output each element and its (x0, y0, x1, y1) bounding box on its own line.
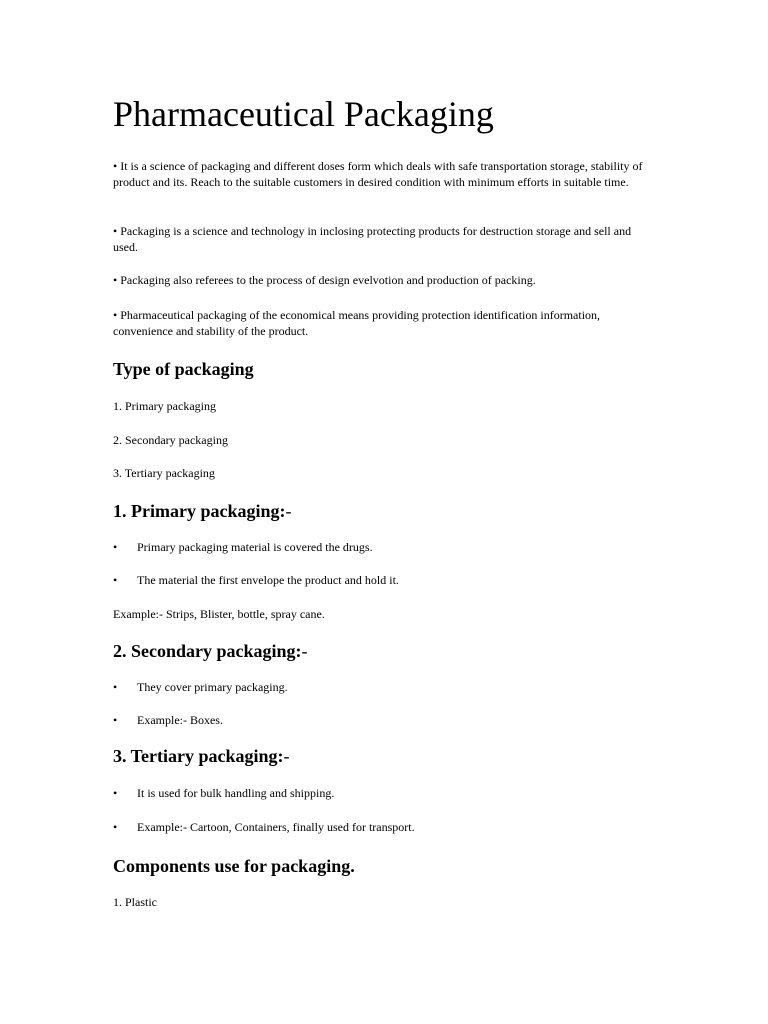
intro-paragraph-2: • Packaging is a science and technology in inclosing protecting products for destruction storage and sell and used. (113, 224, 632, 254)
primary-example: Example:- Strips, Blister, bottle, spray cane. (113, 607, 325, 621)
bullet-text: The material the first envelope the product and hold it. (137, 573, 399, 587)
section-heading-secondary-suffix: - (301, 641, 308, 661)
bullet-marker: • (113, 573, 118, 587)
intro-paragraph-4: • Pharmaceutical packaging of the economical means providing protection identification information, convenience and stability of the product. (113, 308, 601, 338)
type-item-secondary: 2. Secondary packaging (113, 433, 228, 447)
type-item-primary: 1. Primary packaging (113, 399, 216, 413)
bullet-text: It is used for bulk handling and shipping. (137, 786, 335, 800)
bullet-marker: • (113, 713, 118, 727)
section-heading-tertiary-text: 3. Tertiary packaging: (113, 746, 284, 766)
section-heading-tertiary-suffix: - (283, 746, 290, 766)
bullet-marker: • (113, 820, 118, 834)
page-title: Pharmaceutical Packaging (113, 94, 494, 134)
bullet-text: Primary packaging material is covered the drugs. (137, 540, 373, 554)
section-heading-secondary (113, 640, 308, 662)
section-heading-components: Components use for packaging. (113, 856, 355, 876)
bullet-marker: • (113, 540, 118, 554)
section-heading-secondary-text: 2. Secondary packaging: (113, 641, 302, 661)
section-heading-primary-text: 1. Primary packaging: (113, 501, 286, 521)
section-heading-types: Type of packaging (113, 359, 254, 379)
bullet-text: They cover primary packaging. (137, 680, 288, 694)
intro-paragraph-3: • Packaging also referees to the process of design evelvotion and production of packing. (113, 273, 536, 287)
section-heading-tertiary (113, 745, 290, 767)
bullet-text: Example:- Boxes. (137, 713, 223, 727)
bullet-marker: • (113, 680, 118, 694)
component-item-plastic: 1. Plastic (113, 895, 157, 909)
bullet-text: Example:- Cartoon, Containers, finally used for transport. (137, 820, 415, 834)
type-item-tertiary: 3. Tertiary packaging (113, 466, 215, 480)
section-heading-primary-suffix: - (285, 501, 292, 521)
intro-paragraph-1: • It is a science of packaging and different doses form which deals with safe transportation storage, stability of product and its. Reach to the suitable customers in desired condition with minimum efforts in suitable time. (113, 159, 643, 189)
bullet-marker: • (113, 786, 118, 800)
section-heading-primary (113, 500, 292, 522)
